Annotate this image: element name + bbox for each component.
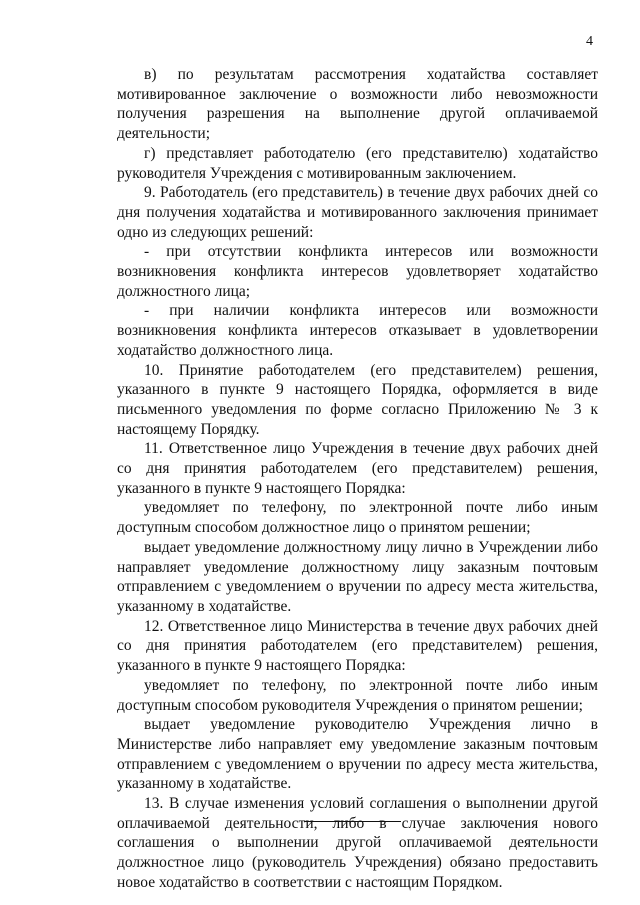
paragraph-11-item-2: выдает уведомление должностному лицу лично в Учреждении либо направляет уведомление должностному лицу заказным почтовым отправлением с уведомлением о вручении по адресу места жительства, указанному в ходатайстве.	[117, 538, 598, 615]
paragraph-11-item-1: уведомляет по телефону, по электронной почте либо иным доступным способом должностное лицо о принятом решении;	[117, 499, 598, 537]
paragraph-10: 10. Принятие работодателем (его представителем) решения, указанного в пункте 9 настоящего Порядка, оформляется в виде письменного уведомления по форме согласно Приложению № 3 к настоящему Порядку.	[117, 361, 598, 438]
paragraph-9-option-1: - при отсутствии конфликта интересов или возможности возникновения конфликта интересов удовлетворяет ходатайство должностного лица;	[117, 243, 598, 300]
paragraph-11: 11. Ответственное лицо Учреждения в течение двух рабочих дней со дня принятия работодателем (его представителем) решения, указанного в пункте 9 настоящего Порядка:	[117, 440, 598, 497]
page-number: 4	[586, 34, 593, 49]
paragraph-12: 12. Ответственное лицо Министерства в течение двух рабочих дней со дня принятия работодателем (его представителем) решения, указанного в пункте 9 настоящего Порядка:	[117, 617, 598, 675]
end-separator-line	[304, 821, 401, 822]
paragraph-9: 9. Работодатель (его представитель) в течение двух рабочих дней со дня получения ходатайства и мотивированного заключения принимает одно из следующих решений:	[117, 184, 598, 241]
paragraph-9-option-2: - при наличии конфликта интересов или возможности возникновения конфликта интересов отказывает в удовлетворении ходатайство должностного лица.	[117, 302, 598, 359]
paragraph-12-item-1: уведомляет по телефону, по электронной почте либо иным доступным способом руководителя Учреждения о принятом решении;	[117, 676, 598, 714]
paragraph-8v: в) по результатам рассмотрения ходатайства составляет мотивированное заключение о возможности либо невозможности получения разрешения на выполнение другой оплачиваемой деятельности;	[117, 66, 598, 143]
paragraph-8g: г) представляет работодателю (его представителю) ходатайство руководителя Учреждения с мотивированным заключением.	[117, 144, 598, 182]
paragraph-12-item-2: выдает уведомление руководителю Учреждения лично в Министерстве либо направляет ему уведомление заказным почтовым отправлением с уведомлением о вручении по адресу места жительства, указанному в ходатайстве.	[117, 716, 598, 793]
document-body	[117, 65, 598, 893]
paragraph-13: 13. В случае изменения условий соглашения о выполнении другой оплачиваемой деятельности, либо в случае заключения нового соглашения о выполнении другой оплачиваемой деятельности должностное лицо (руководитель Учреждения) обязано предоставить новое ходатайство в соответствии с настоящим Порядком.	[117, 795, 598, 891]
